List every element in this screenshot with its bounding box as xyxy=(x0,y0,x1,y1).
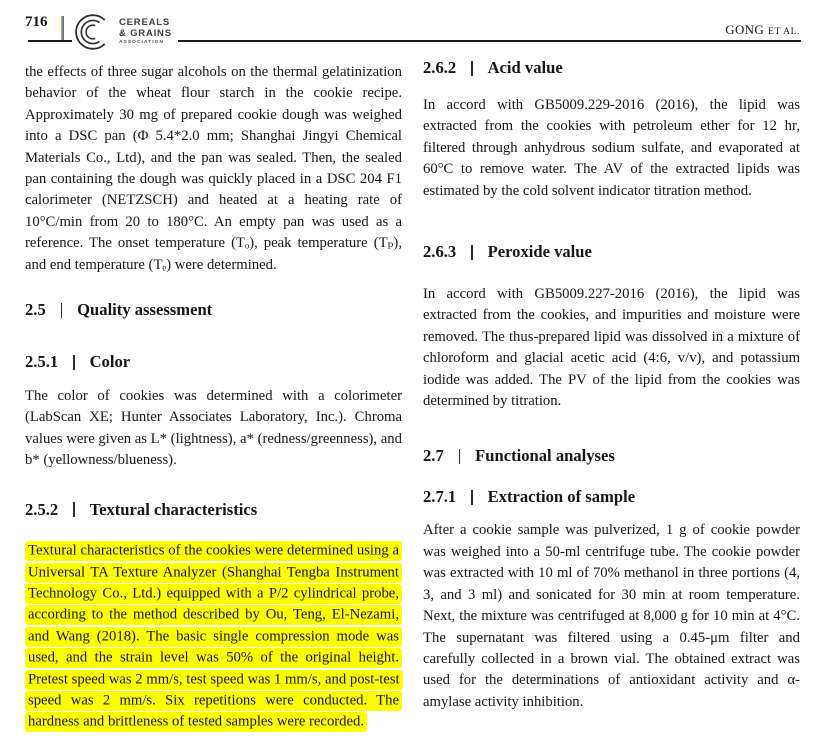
running-head xyxy=(725,21,800,39)
section-heading-peroxide-value xyxy=(423,242,800,262)
section-title: Functional analyses xyxy=(475,446,615,466)
logo-line1: CEREALS xyxy=(119,17,170,28)
cereals-grains-logo xyxy=(72,11,178,53)
logo-line3: ASSOCIATION xyxy=(119,40,165,45)
brand-color-bar xyxy=(61,16,64,40)
section-heading-color xyxy=(25,352,402,372)
heading-divider xyxy=(459,449,460,464)
section-title: Color xyxy=(89,352,131,372)
section-heading-extraction-of-sample xyxy=(423,487,800,507)
section-number: 2.7.1 xyxy=(423,487,457,507)
section-heading-textural-characteristics xyxy=(25,500,402,520)
heading-divider xyxy=(61,303,62,318)
left-column xyxy=(25,62,402,733)
running-head-etal: ET AL. xyxy=(768,27,800,37)
section-title: Quality assessment xyxy=(77,300,213,320)
section-title: Acid value xyxy=(487,58,563,77)
heading-divider xyxy=(73,502,74,517)
section-number: 2.7 xyxy=(423,446,444,466)
grain-swirl-icon xyxy=(74,11,116,53)
heading-divider xyxy=(73,355,74,370)
section-heading-functional-analyses xyxy=(423,446,800,466)
paragraph-acid-value: In accord with GB5009.229-2016 (2016), the lipid was extracted from the cookies with petroleum ether for 12 hr, filtered through anhydrous sodium sulfate, and evaporated at 60°C to remove water. The AV of the extracted lipids was estimated by the cold solvent indicator titration method. xyxy=(423,97,800,199)
section-number: 2.6.2 xyxy=(423,58,457,77)
running-head-author: GONG xyxy=(725,22,765,37)
logo-line2: & GRAINS xyxy=(119,27,172,39)
highlight-annotation: Textural characteristics of the cookies were determined using a Universal TA Texture Analyzer (Shanghai Tengba Instrument Technology Co., Ltd.) equipped with a P/2 cylindrical probe, according to the method described by Ou, Teng, El-Nezami, and Wang (2018). The basic single compression mode was used, and the strain level was 50% of the original height. Pretest speed was 2 mm/s, test speed was 1 mm/s, and post-test speed was 2 mm/s. Six repetitions were conducted. The hardness and brittleness of tested samples were recorded. xyxy=(25,541,403,732)
section-number: 2.6.3 xyxy=(423,242,457,262)
section-number: 2.5 xyxy=(25,300,46,320)
heading-divider xyxy=(471,490,472,505)
section-title: Extraction of sample xyxy=(487,487,636,507)
section-heading-quality-assessment xyxy=(25,300,402,320)
paragraph-peroxide-value: In accord with GB5009.227-2016 (2016), the lipid was extracted from the cookies, and impurities and moisture were removed. The thus-prepared lipid was dissolved in a mixture of chloroform and glacial acetic acid (4:6, v/v), and potassium iodide was added. The PV of the lipid from the cookies was determined by titration. xyxy=(423,286,800,410)
paragraph-dsc-method: the effects of three sugar alcohols on the thermal gelatinization behavior of the wheat flour starch in the cookie recipe. Approximately 30 mg of prepared cookie dough was weighed into a DSC pan (Φ 5.4*2.0 mm; Shanghai Jingyi Chemical Materials Co., Ltd), and the pan was sealed. Then, the sealed pan containing the dough was quickly placed in a DSC 204 F1 calorimeter (NETZSCH) and heated at a heating rate of 10°C/min from 20 to 180°C. An empty pan was used as a reference. The onset temperature (Tₒ), peak temperature (Tₚ), and end temperature (Tₑ) were determined. xyxy=(25,64,402,273)
paragraph-extraction-of-sample: After a cookie sample was pulverized, 1 g of cookie powder was weighed into a 50-ml centrifuge tube. The cookie powder was extracted with 10 ml of 70% methanol in three portions (4, 3, and 3 ml) and sonicated for 30 min at room temperature. Next, the mixture was centrifuged at 8,000 g for 10 min at 4°C. The supernatant was filtered using a 0.45-μm filter and carefully collected in a brown vial. The obtained extract was used for the determinations of antioxidant activity and α-amylase activity inhibition. xyxy=(423,522,800,710)
section-number: 2.5.1 xyxy=(25,352,59,372)
right-column xyxy=(423,58,800,713)
section-number: 2.5.2 xyxy=(25,499,59,519)
section-title: Textural characteristics xyxy=(89,499,258,519)
heading-divider xyxy=(471,245,472,260)
page-number: 716 xyxy=(25,14,48,30)
section-title: Peroxide value xyxy=(487,242,592,262)
paragraph-texture-method xyxy=(25,541,402,734)
paragraph-color-method: The color of cookies was determined with a colorimeter (LabScan XE; Hunter Associates Laboratory, Inc.). Chroma values were given as L* (lightness), a* (redness/greenness), and b* (yellowness/blueness). xyxy=(25,388,402,469)
logo-text xyxy=(119,18,172,46)
section-heading-acid-value xyxy=(423,58,800,78)
heading-divider xyxy=(471,61,472,76)
